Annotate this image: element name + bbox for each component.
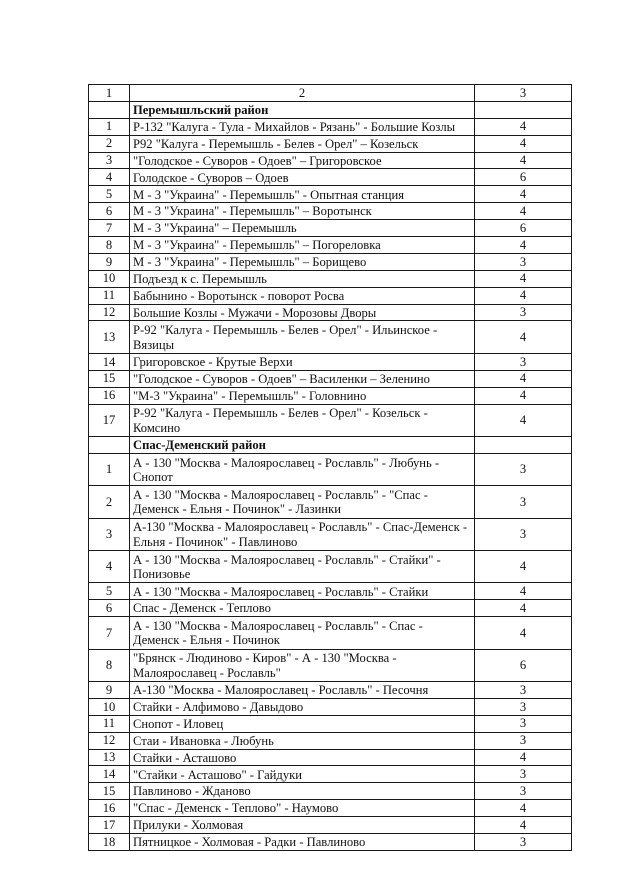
row-value: 3: [475, 783, 572, 800]
row-value: 4: [475, 287, 572, 304]
section-row: [89, 101, 572, 118]
row-value: 3: [475, 715, 572, 732]
row-value: 4: [475, 370, 572, 387]
road-name: М - 3 "Украина" - Перемышль" – Воротынск: [130, 203, 475, 220]
row-number: 6: [89, 600, 130, 617]
road-name: Снопот - Иловец: [130, 715, 475, 732]
row-number: 15: [89, 783, 130, 800]
row-number: 9: [89, 253, 130, 270]
row-number: 2: [89, 486, 130, 518]
row-value: 3: [475, 353, 572, 370]
row-number: 8: [89, 237, 130, 254]
table-row: [89, 387, 572, 404]
row-number: 5: [89, 583, 130, 600]
row-value: 3: [475, 304, 572, 321]
road-name: М - 3 "Украина" - Перемышль" – Погореловка: [130, 237, 475, 254]
row-value: 4: [475, 550, 572, 582]
table-row: [89, 152, 572, 169]
header-col-3: 3: [475, 85, 572, 102]
row-number: 17: [89, 817, 130, 834]
row-value: 3: [475, 698, 572, 715]
row-number: 16: [89, 800, 130, 817]
table-row: [89, 169, 572, 186]
table-row: [89, 715, 572, 732]
table-row: [89, 287, 572, 304]
row-value: 3: [475, 766, 572, 783]
road-name: Подъезд к с. Перемышль: [130, 270, 475, 287]
section-empty-cell: [89, 436, 130, 453]
row-number: 10: [89, 270, 130, 287]
row-value: 3: [475, 681, 572, 698]
table-row: [89, 186, 572, 203]
table-row: [89, 304, 572, 321]
row-value: 4: [475, 600, 572, 617]
road-name: Голодское - Суворов – Одоев: [130, 169, 475, 186]
road-name: Стайки - Асташово: [130, 749, 475, 766]
roads-table: [88, 84, 572, 851]
row-number: 16: [89, 387, 130, 404]
road-name: Р-132 "Калуга - Тула - Михайлов - Рязань" - Большие Козлы: [130, 118, 475, 135]
road-name: Спас - Деменск - Теплово: [130, 600, 475, 617]
row-value: 3: [475, 486, 572, 518]
row-number: 9: [89, 681, 130, 698]
table-row: [89, 237, 572, 254]
row-value: 3: [475, 253, 572, 270]
row-number: 14: [89, 353, 130, 370]
row-value: 3: [475, 833, 572, 850]
road-name: М - 3 "Украина" - Перемышль" - Опытная станция: [130, 186, 475, 203]
road-name: Павлиново - Жданово: [130, 783, 475, 800]
row-number: 1: [89, 453, 130, 485]
table-row: [89, 118, 572, 135]
road-name: "М-3 "Украина" - Перемышль" - Головнино: [130, 387, 475, 404]
road-name: А - 130 "Москва - Малоярославец - Рославль" - Стайки" - Понизовье: [130, 550, 475, 582]
table-row: [89, 583, 572, 600]
row-number: 12: [89, 732, 130, 749]
road-name: Прилуки - Холмовая: [130, 817, 475, 834]
row-value: 4: [475, 817, 572, 834]
table-row: [89, 649, 572, 681]
road-name: А - 130 "Москва - Малоярославец - Рославль" - Стайки: [130, 583, 475, 600]
row-number: 15: [89, 370, 130, 387]
row-number: 14: [89, 766, 130, 783]
row-value: 3: [475, 453, 572, 485]
road-name: А - 130 "Москва - Малоярославец - Рославль" - Спас - Деменск - Ельня - Починок: [130, 617, 475, 649]
header-col-1: 1: [89, 85, 130, 102]
header-col-2: 2: [130, 85, 475, 102]
row-number: 7: [89, 220, 130, 237]
section-title: Перемышльский район: [130, 101, 475, 118]
row-value: 4: [475, 237, 572, 254]
table-row: [89, 681, 572, 698]
road-name: "Спас - Деменск - Теплово" - Наумово: [130, 800, 475, 817]
row-value: 3: [475, 518, 572, 550]
road-name: Большие Козлы - Мужачи - Морозовы Дворы: [130, 304, 475, 321]
table-row: [89, 253, 572, 270]
table-row: [89, 486, 572, 518]
table-row: [89, 353, 572, 370]
row-value: 4: [475, 749, 572, 766]
row-number: 11: [89, 287, 130, 304]
row-value: 6: [475, 649, 572, 681]
table-row: [89, 550, 572, 582]
road-name: Бабынино - Воротынск - поворот Росва: [130, 287, 475, 304]
row-number: 17: [89, 404, 130, 436]
row-value: 4: [475, 321, 572, 353]
row-number: 4: [89, 550, 130, 582]
row-number: 18: [89, 833, 130, 850]
road-name: А - 130 "Москва - Малоярославец - Рославль" - "Спас - Деменск - Ельня - Починок" - Лазинки: [130, 486, 475, 518]
row-number: 3: [89, 152, 130, 169]
row-number: 5: [89, 186, 130, 203]
row-number: 4: [89, 169, 130, 186]
row-number: 6: [89, 203, 130, 220]
road-name: А - 130 "Москва - Малоярославец - Рославль" - Любунь - Снопот: [130, 453, 475, 485]
table-row: [89, 453, 572, 485]
row-number: 10: [89, 698, 130, 715]
table-row: [89, 617, 572, 649]
table-row: [89, 518, 572, 550]
row-value: 4: [475, 152, 572, 169]
road-name: М - 3 "Украина" – Перемышль: [130, 220, 475, 237]
row-value: 4: [475, 135, 572, 152]
table-row: [89, 783, 572, 800]
table-row: [89, 220, 572, 237]
row-value: 4: [475, 186, 572, 203]
row-number: 2: [89, 135, 130, 152]
row-number: 7: [89, 617, 130, 649]
road-name: "Брянск - Людиново - Киров" - А - 130 "Москва - Малоярославец - Рославль": [130, 649, 475, 681]
table-header-row: [89, 85, 572, 102]
road-name: Р-92 "Калуга - Перемышль - Белев - Орел" - Козельск - Комсино: [130, 404, 475, 436]
table-row: [89, 203, 572, 220]
road-name: Стаи - Ивановка - Любунь: [130, 732, 475, 749]
row-value: 4: [475, 404, 572, 436]
table-row: [89, 766, 572, 783]
table-row: [89, 732, 572, 749]
table-row: [89, 600, 572, 617]
row-value: 4: [475, 387, 572, 404]
road-name: А-130 "Москва - Малоярославец - Рославль" - Песочня: [130, 681, 475, 698]
road-name: М - 3 "Украина" - Перемышль" – Борищево: [130, 253, 475, 270]
table-row: [89, 370, 572, 387]
row-value: 6: [475, 169, 572, 186]
road-name: "Стайки - Асташово" - Гайдуки: [130, 766, 475, 783]
row-number: 8: [89, 649, 130, 681]
table-row: [89, 698, 572, 715]
road-name: "Голодское - Суворов - Одоев" – Григоровское: [130, 152, 475, 169]
row-number: 11: [89, 715, 130, 732]
road-name: "Голодское - Суворов - Одоев" – Василенки – Зеленино: [130, 370, 475, 387]
row-number: 12: [89, 304, 130, 321]
table-row: [89, 404, 572, 436]
road-name: А-130 "Москва - Малоярославец - Рославль" - Спас-Деменск - Ельня - Починок" - Павлиново: [130, 518, 475, 550]
table-row: [89, 749, 572, 766]
table-row: [89, 321, 572, 353]
road-name: Пятницкое - Холмовая - Радки - Павлиново: [130, 833, 475, 850]
table-row: [89, 800, 572, 817]
row-value: 4: [475, 583, 572, 600]
section-empty-cell: [89, 101, 130, 118]
row-number: 3: [89, 518, 130, 550]
road-name: Григоровское - Крутые Верхи: [130, 353, 475, 370]
row-value: 4: [475, 203, 572, 220]
road-name: Стайки - Алфимово - Давыдово: [130, 698, 475, 715]
row-value: 6: [475, 220, 572, 237]
row-number: 1: [89, 118, 130, 135]
row-value: 4: [475, 270, 572, 287]
table-row: [89, 833, 572, 850]
row-number: 13: [89, 749, 130, 766]
section-row: [89, 436, 572, 453]
table-row: [89, 817, 572, 834]
road-name: Р92 "Калуга - Перемышль - Белев - Орел" – Козельск: [130, 135, 475, 152]
road-name: Р-92 "Калуга - Перемышль - Белев - Орел" - Ильинское - Вязицы: [130, 321, 475, 353]
row-value: 4: [475, 118, 572, 135]
row-value: 3: [475, 732, 572, 749]
section-empty-cell: [475, 436, 572, 453]
row-value: 4: [475, 617, 572, 649]
table-row: [89, 135, 572, 152]
roads-table-body: [89, 85, 572, 851]
row-value: 4: [475, 800, 572, 817]
table-row: [89, 270, 572, 287]
section-title: Спас-Деменский район: [130, 436, 475, 453]
row-number: 13: [89, 321, 130, 353]
section-empty-cell: [475, 101, 572, 118]
